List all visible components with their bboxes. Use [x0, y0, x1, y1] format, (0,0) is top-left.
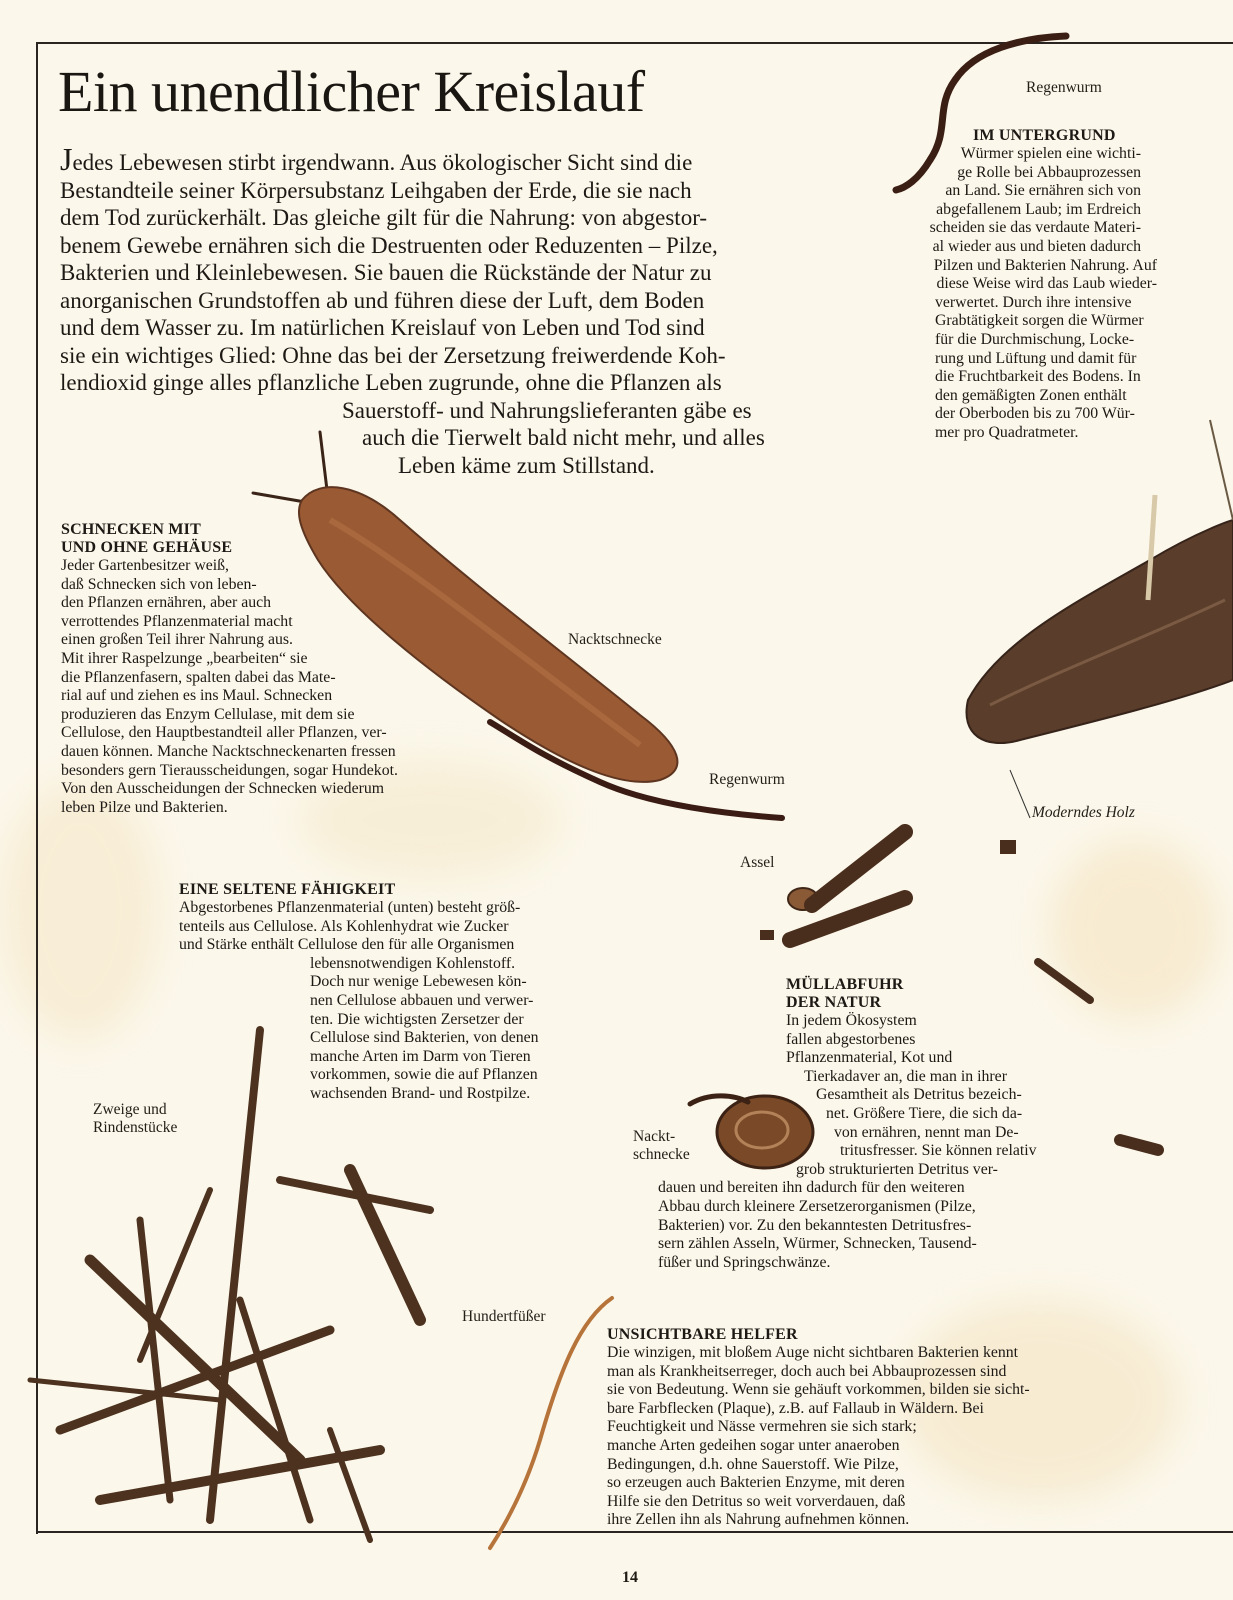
muellabfuhr-line: In jedem Ökosystem — [786, 1012, 917, 1029]
helfer-line: manche Arten gedeihen sogar unter anaeroben — [607, 1436, 900, 1454]
drop-cap: J — [60, 141, 73, 177]
untergrund-line: ge Rolle bei Abbauprozessen — [957, 163, 1141, 181]
schnecken-line: besonders gern Tierausscheidungen, sogar Hundekot. — [61, 761, 398, 779]
untergrund-line: für die Durchmischung, Locke- — [935, 330, 1135, 348]
muellabfuhr-line: Bakterien) vor. Zu den bekanntesten Detritusfres- — [658, 1216, 972, 1234]
helfer-line: so erzeugen auch Bakterien Enzyme, mit deren — [607, 1474, 905, 1492]
schnecken-heading: UND OHNE GEHÄUSE — [61, 539, 233, 556]
helfer-line: bare Farbflecken (Plaque), z.B. auf Fallaub in Wäldern. Bei — [607, 1399, 984, 1417]
label-hundertfuesser: Hundertfüßer — [462, 1308, 546, 1325]
muellabfuhr-line: Gesamtheit als Detritus bezeich- — [816, 1086, 1022, 1104]
page-number: 14 — [622, 1569, 638, 1586]
muellabfuhr-line: sern zählen Asseln, Würmer, Schnecken, Tausend- — [658, 1235, 977, 1253]
helfer-heading: UNSICHTBARE HELFER — [607, 1326, 798, 1343]
faehigkeit-line: vorkommen, sowie die auf Pflanzen — [310, 1066, 538, 1084]
untergrund-line: Pilzen und Bakterien Nahrung. Auf — [933, 256, 1157, 274]
faehigkeit-line: wachsenden Brand- und Rostpilze. — [310, 1084, 531, 1102]
label-regenwurm-top: Regenwurm — [1026, 79, 1102, 96]
page-title: Ein unendlicher Kreislauf — [58, 59, 645, 124]
faehigkeit-box — [179, 881, 599, 1104]
helfer-box — [607, 1326, 1127, 1530]
schnecken-line: Mit ihrer Raspelzunge „bearbeiten“ sie — [61, 649, 308, 667]
schnecken-line: dauen können. Manche Nacktschneckenarten fressen — [61, 742, 396, 760]
untergrund-line: abgefallenem Laub; im Erdreich — [936, 200, 1141, 218]
schnecken-line: einen großen Teil ihrer Nahrung aus. — [61, 631, 293, 649]
label-zweige: Zweige und Rindenstücke — [93, 1101, 178, 1136]
helfer-line: sie von Bedeutung. Wenn sie gehäuft vorkommen, bilden sie sicht- — [607, 1381, 1030, 1399]
schnecken-line: produzieren das Enzym Cellulase, mit dem sie — [61, 705, 355, 723]
schnecken-line: Jeder Gartenbesitzer weiß, — [61, 557, 229, 574]
label-nacktschnecke: Nacktschnecke — [568, 631, 662, 648]
untergrund-line: mer pro Quadratmeter. — [935, 423, 1079, 441]
centipede — [490, 1298, 612, 1548]
untergrund-line: rung und Lüftung und damit für — [935, 349, 1137, 367]
faehigkeit-line: manche Arten im Darm von Tieren — [310, 1047, 531, 1065]
intro-line: sie ein wichtiges Glied: Ohne das bei der Zersetzung freiwerdende Koh- — [60, 342, 726, 368]
intro-line: Bakterien und Kleinlebewesen. Sie bauen die Rückstände der Natur zu — [60, 260, 712, 285]
intro-line: anorganischen Grundstoffen ab und führen diese der Luft, dem Boden — [60, 287, 705, 313]
untergrund-line: diese Weise wird das Laub wieder- — [936, 275, 1157, 293]
faehigkeit-heading: EINE SELTENE FÄHIGKEIT — [179, 881, 396, 898]
twigs-pile — [30, 1030, 430, 1540]
muellabfuhr-line: grob strukturierten Detritus ver- — [796, 1160, 998, 1178]
intro-line: lendioxid ginge alles pflanzliche Leben zugrunde, ohne die Pflanzen als — [60, 370, 722, 395]
muellabfuhr-line: Pflanzenmaterial, Kot und — [786, 1049, 953, 1067]
faehigkeit-line: tenteils aus Cellulose. Als Kohlenhydrat wie Zucker — [179, 917, 509, 935]
schnecken-heading: SCHNECKEN MIT — [61, 521, 201, 538]
faehigkeit-line: und Stärke enthält Cellulose den für alle Organismen — [179, 936, 515, 954]
muellabfuhr-line: Abbau durch kleinere Zersetzerorganismen (Pilze, — [658, 1197, 976, 1215]
muellabfuhr-line: Tierkadaver an, die man in ihrer — [804, 1067, 1007, 1085]
untergrund-line: die Fruchtbarkeit des Bodens. In — [935, 368, 1141, 386]
intro-line: benem Gewebe ernähren sich die Destruenten oder Reduzenten – Pilze, — [60, 232, 718, 258]
schnecken-line: Cellulose, den Hauptbestandteil aller Pflanzen, ver- — [61, 724, 387, 742]
untergrund-line: scheiden sie das verdaute Materi- — [929, 219, 1141, 237]
helfer-line: Feuchtigkeit und Nässe vermehren sie sich stark; — [607, 1418, 917, 1436]
schnecken-line: Von den Ausscheidungen der Schnecken wiederum — [61, 780, 385, 798]
schnecken-line: die Pflanzenfasern, spalten dabei das Mate- — [61, 668, 336, 686]
muellabfuhr-line: füßer und Springschwänze. — [658, 1253, 831, 1271]
label-assel: Assel — [740, 854, 775, 871]
helfer-line: ihre Zellen ihn als Nahrung aufnehmen können. — [607, 1511, 910, 1529]
helfer-line: Die winzigen, mit bloßem Auge nicht sichtbaren Bakterien kennt — [607, 1344, 1019, 1361]
intro-line: Jedes Lebewesen stirbt irgendwann. Aus ökologischer Sicht sind die — [60, 141, 693, 177]
untergrund-line: an Land. Sie ernähren sich von — [945, 182, 1141, 200]
helfer-line: Bedingungen, d.h. ohne Sauerstoff. Wie Pilze, — [607, 1455, 899, 1473]
schnecken-line: leben Pilze und Bakterien. — [61, 798, 228, 816]
faehigkeit-line: Abgestorbenes Pflanzenmaterial (unten) besteht größ- — [179, 899, 521, 916]
label-moderndes-holz: Moderndes Holz — [1032, 804, 1135, 821]
untergrund-line: al wieder aus und bieten dadurch — [932, 237, 1141, 255]
helfer-line: man als Krankheitserreger, doch auch bei Abbauprozessen sind — [607, 1362, 1007, 1380]
intro-line: Sauerstoff- und Nahrungslieferanten gäbe es — [342, 397, 752, 423]
intro-line: auch die Tierwelt bald nicht mehr, und alles — [362, 425, 765, 450]
intro-line: und dem Wasser zu. Im natürlichen Kreislauf von Leben und Tod sind — [60, 315, 705, 340]
untergrund-line: Würmer spielen eine wichti- — [960, 145, 1141, 162]
faehigkeit-line: Doch nur wenige Lebewesen kön- — [310, 973, 527, 991]
muellabfuhr-heading: DER NATUR — [786, 994, 882, 1011]
untergrund-heading: IM UNTERGRUND — [973, 127, 1116, 144]
muellabfuhr-line: von ernähren, nennt man De- — [834, 1123, 1019, 1141]
muellabfuhr-line: tritusfresser. Sie können relativ — [840, 1142, 1037, 1160]
faehigkeit-line: nen Cellulose abbauen und verwer- — [310, 991, 534, 1009]
label-regenwurm-mid: Regenwurm — [709, 771, 785, 788]
intro-line: Leben käme zum Stillstand. — [398, 452, 655, 478]
muellabfuhr-line: fallen abgestorbenes — [786, 1030, 916, 1048]
untergrund-line: den gemäßigten Zonen enthält — [935, 386, 1127, 404]
faehigkeit-line: Cellulose sind Bakterien, von denen — [310, 1029, 539, 1047]
faehigkeit-line: ten. Die wichtigsten Zersetzer der — [310, 1010, 524, 1028]
muellabfuhr-line: net. Größere Tiere, die sich da- — [826, 1104, 1023, 1122]
untergrund-line: Grabtätigkeit sorgen die Würmer — [935, 312, 1144, 330]
muellabfuhr-heading: MÜLLABFUHR — [786, 976, 904, 993]
intro-line: dem Tod zurückerhält. Das gleiche gilt für die Nahrung: von abgestor- — [60, 205, 708, 230]
intro-line: Bestandteile seiner Körpersubstanz Leihgaben der Erde, die sie nach — [60, 177, 692, 203]
muellabfuhr-line: dauen und bereiten ihn dadurch für den weiteren — [658, 1179, 965, 1197]
schnecken-line: verrottendes Pflanzenmaterial macht — [61, 612, 293, 630]
schnecken-line: rial auf und ziehen es ins Maul. Schnecken — [61, 687, 333, 705]
schnecken-box — [61, 521, 481, 817]
muellabfuhr-box — [658, 976, 1078, 1272]
untergrund-line: verwertet. Durch ihre intensive — [935, 293, 1132, 311]
faehigkeit-line: lebensnotwendigen Kohlenstoff. — [310, 954, 516, 972]
label-nacktschnecke-small: Nackt- schnecke — [633, 1128, 690, 1163]
intro-paragraph — [60, 141, 850, 479]
schnecken-line: den Pflanzen ernähren, aber auch — [61, 594, 272, 612]
schnecken-line: daß Schnecken sich von leben- — [61, 575, 257, 593]
untergrund-box — [923, 127, 1193, 443]
helfer-line: Hilfe sie den Detritus so weit vorverdauen, daß — [607, 1492, 906, 1510]
rotting-wood — [967, 420, 1233, 818]
untergrund-line: der Oberboden bis zu 700 Wür- — [935, 405, 1135, 423]
